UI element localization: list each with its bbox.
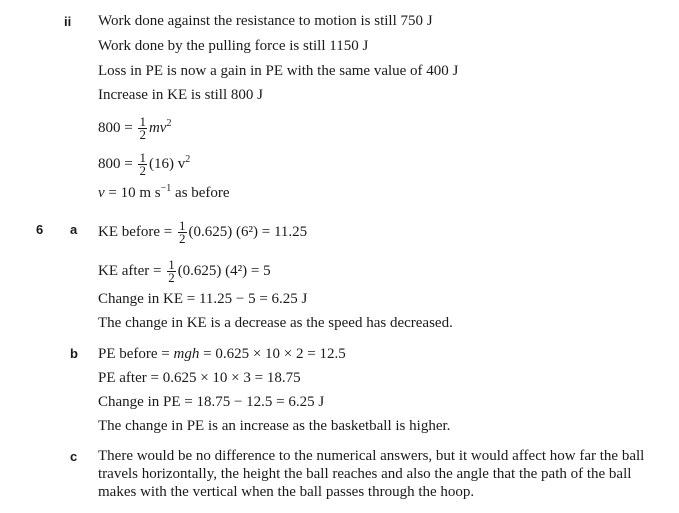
work-by-pulling-force-line: Work done by the pulling force is still 1150 J (98, 38, 369, 54)
equation-ke-2: 800 = $\frac{1}{2}$ (16) $v^2$ (98, 150, 191, 178)
part-label-a: a (70, 222, 78, 237)
velocity-result-line: v = 10 m $s^{-1}$ as before (98, 183, 230, 201)
ke-before-line: KE before = $\frac{1}{2}$ (0.625) (6²) = 11.25 (98, 218, 308, 246)
part-label-ii: ii (64, 14, 72, 29)
fraction-half: $\frac{1}{2}$ (139, 114, 146, 142)
part-c-answer: There would be no difference to the numerical answers, but it would affect how far the ball travels horizontally, the height the ball reaches and also the angle that the path of the ball makes with the vertical when the ball passes through the hoop. (98, 448, 645, 500)
pe-change-note: The change in PE is an increase as the basketball is higher. (98, 418, 451, 434)
ke-change-note: The change in KE is a decrease as the speed has decreased. (98, 315, 453, 331)
part-label-c: c (70, 449, 78, 464)
pe-after-line: PE after = 0.625 × 10 × 3 = 18.75 (98, 370, 301, 386)
part-label-b: b (70, 346, 78, 361)
ke-increase-line: Increase in KE is still 800 J (98, 87, 263, 103)
pe-gain-line: Loss in PE is now a gain in PE with the same value of 400 J (98, 63, 459, 79)
fraction-half: $\frac{1}{2}$ (139, 150, 146, 178)
equation-ke-1: 800 = $\frac{1}{2}$ $mv^2$ (98, 114, 172, 142)
fraction-half: $\frac{1}{2}$ (179, 218, 186, 246)
ke-after-line: KE after = $\frac{1}{2}$ (0.625) (4²) = 5 (98, 257, 271, 285)
question-number: 6 (36, 222, 44, 237)
work-against-resistance-line: Work done against the resistance to motion is still 750 J (98, 13, 433, 29)
ke-change-line: Change in KE = 11.25 − 5 = 6.25 J (98, 291, 308, 307)
pe-before-line: PE before = mgh = 0.625 × 10 × 2 = 12.5 (98, 346, 346, 362)
fraction-half: $\frac{1}{2}$ (168, 257, 175, 285)
pe-change-line: Change in PE = 18.75 − 12.5 = 6.25 J (98, 394, 325, 410)
